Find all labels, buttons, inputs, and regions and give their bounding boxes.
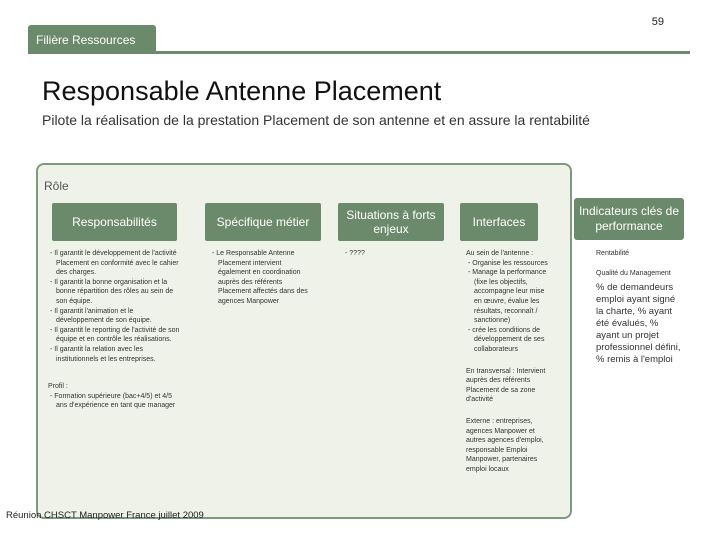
- header-responsabilites: Responsabilités: [52, 203, 177, 241]
- list-item: - Manage la performance (fixe les objectifs, accompagne leur mise en œuvre, évalue les résultats, reconnaît / sanctionne): [468, 269, 547, 325]
- list-item: - Il garantit le reporting de l'activité de son équipe et en contrôle les réalisations.: [50, 326, 180, 344]
- header-kpi: Indicateurs clés de performance: [574, 198, 684, 240]
- list-item: - Il garantit la relation avec les institutionnels et les entreprises.: [50, 345, 156, 363]
- list-item: - Formation supérieure (bac+4/5) et 4/5 ans d'expérience en tant que manager: [50, 392, 176, 410]
- kpi-item: Rentabilité: [596, 250, 630, 257]
- list-item: - Organise les ressources: [468, 259, 548, 267]
- interfaces-externe: Externe : entreprises, agences Manpower et autres agences d'emploi, responsable Emploi Manpower, partenaires emploi locaux: [466, 417, 544, 473]
- list-item: - Il garantit la bonne organisation et la bonne répartition des rôles au sein de son équipe.: [50, 278, 174, 305]
- page-title: Responsable Antenne Placement: [42, 76, 442, 106]
- interfaces-intro: Au sein de l'antenne :: [466, 250, 534, 257]
- filiere-tab: Filière Ressources: [28, 25, 156, 51]
- list-item: - Le Responsable Antenne Placement intervient également en coordination auprès des référents Placement affectés dans des agences Manpower: [212, 250, 308, 305]
- header-divider: [28, 51, 690, 54]
- list-item: - ????: [345, 250, 365, 257]
- header-interfaces: Interfaces: [460, 203, 538, 241]
- header-specifique-metier: Spécifique métier: [205, 203, 321, 241]
- role-label: Rôle: [44, 179, 69, 193]
- kpi-list: [596, 249, 684, 366]
- kpi-item: Qualité du Management: [596, 269, 671, 277]
- profil-block: [48, 382, 180, 411]
- page-subtitle: Pilote la réalisation de la prestation Placement de son antenne et en assure la rentabilité: [42, 112, 590, 128]
- list-item: - crée les conditions de développement de ses collaborateurs: [468, 326, 545, 353]
- list-item: - Il garantit le développement de l'activité Placement en conformité avec le cahier des charges.: [50, 250, 179, 277]
- list-item: - Il garantit l'animation et le développement de son équipe.: [50, 307, 152, 325]
- situations-list: [343, 249, 383, 259]
- page-number: 59: [651, 16, 664, 28]
- footer: Réunion CHSCT Manpower France juillet 2009: [6, 510, 204, 521]
- profil-title: Profil :: [48, 383, 68, 390]
- specifique-list: [210, 249, 314, 307]
- kpi-text: % de demandeurs emploi ayant signé la charte, % ayant été évalués, % ayant un projet professionnel défini, % remis à l'emploi: [596, 282, 681, 366]
- interfaces-list: [466, 249, 552, 474]
- header-situations: Situations à forts enjeux: [338, 203, 444, 241]
- responsabilites-list: [48, 249, 180, 364]
- interfaces-transversal: En transversal : Intervient auprès des référents Placement de sa zone d'activité: [466, 367, 546, 404]
